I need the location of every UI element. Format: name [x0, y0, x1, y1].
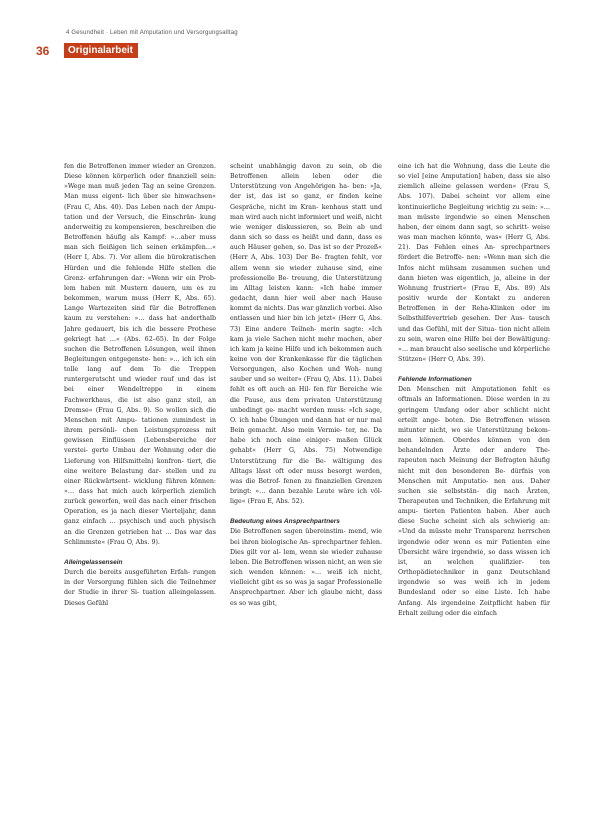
column-3-paragraph: eine ich hat die Wohnung, dass die Leute die so viel [eine Amputation] haben, dass sie also ziemlich alleine gelassen werden« (Frau S, Abs. 107). Dabei scheint vor allem eine kontinuierliche Begleitung wichtig zu sein: »… man müsste irgendwie so einen Menschen haben, der einem dann sagt, so schritt- weise was man machen könnte, was« (Herr G, Abs. 21). Das Fehlen eines An- sprechpartners fördert die Betroffe- nen: »Wenn man sich die Infos nicht mühsam zusammen suchen und dann bieten was eigentlich, ja, alleine in der Wohnung frustriert« (Frau E, Abs. 89) Als positiv wurde der Kontakt zu anderen Betroffenen in der Reha-Klinken oder im Selbsthilfevertrieb gesehen. Der Aus- tausch und das Gefühl, mit der Situa- tion nicht allein zu sein, waren eine Hilfe bei der Bewältigung: »… man braucht also seelische und körperliche Stützen« (Herr O, Abs. 39). [398, 163, 550, 363]
subheading-ansprechpartner: Bedeutung eines Ansprechpartners [230, 518, 340, 526]
running-head: 4 Gesundheit · Leben mit Amputation und Versorgungsalltag [66, 30, 238, 36]
text-column-2 [230, 162, 382, 802]
subheading-fehlende-informationen: Fehlende Informationen [398, 376, 472, 384]
column-3-paragraph-after: Den Menschen mit Amputationen fehlt es oftmals an Informationen. Diese werden in zu geringem Umfang oder aber schlicht nicht erteilt ange- boten. Die Betroffenen wissen mitunter nicht, wo sie Unterstützung bekom- men können. Oberdes können von den behandelnden Ärzte oder andere The- rapeuten nach Meinung der Befragten häufig nicht mit den besonderen Be- dürfnis von Menschen mit Amputatio- nen aus. Daher suchen sie selbststän- dig nach Ärzten, Therapeuten und Techniken, die Erfahrung mit ampu- tierten Patienten haben. Aber auch diese Suche scheint sich als schwierig an: »Und da müsste mehr Transparenz herrschen irgendwie oder wenn es mir Patienten eine Übersicht wäre irgendwie, so dass wissen ich ist, an welchen qualifizier- ten Orthopädietechniker in ganz Deutschland irgendwie so was weiß ich in jedem Bundesland oder so eine Liste. Ich habe Anfang. Als irgendeine Zeitpflicht haben für Erhalt zeilung oder die einfach [398, 386, 550, 617]
page-number: 36 [36, 44, 50, 58]
section-badge: Originalarbeit [64, 43, 138, 58]
column-2-paragraph-after: Die Betroffenen sagen übereinstim- mend, wie bei ihren biologische An- sprechpartner fehlen. Dies gilt vor al- lem, wenn sie wieder zuhause leben. Die Betroffenen wissen nicht, an wen sie sich wenden können: »… weiß ich nicht, vielleicht gibt es so was ja sagar Professionelle Ansprechpartner. Aber ich glaube nicht, dass es so was gibt, [230, 528, 382, 607]
subheading-alleingelassensein: Alleingelassensein [64, 558, 123, 566]
text-column-1 [64, 162, 216, 802]
column-1-paragraph: fen die Betroffenen immer wieder an Grenzen. Diese können körperlich oder finanziell sein: »Wege man muß jeden Tag an seine Grenzen. Man muss eigent- lich über sie hinwachsen« (Frau C, Abs. 40). Das Leben nach der Ampu- tation und der Versuch, die Einschrän- kung anderweitig zu kompensieren, beschreiben die Betroffenen häufig als Kampf: »…aber muss man sich fleißigen lich seinen erkämpfen…« (Herr I, Abs. 7). Vor allem die bürokratischen Hürden und die fehlende Hilfe stellen die Grenz- erfahrungen dar: »Wenn wir ein Prob- lem haben mit Mustern dauern, um es zu bekommen, warum muss (Herr K, Abs. 65). Lange Wartezeiten sind für die Betroffenen kaum zu verstehen: »… dass hat anderthalb Jahre gedauert, bis ich die bessere Prothese gekriegt hat …« (Abs. 62–65). In der Folge suchen die Betroffenen Lösungen, weil ihnen Begleitungen entgegenste- hen: »… ich ich ein tolle lang auf dem To die Treppen runtergerutscht und wieder rauf und das ist bei einer Wendeltreppe in einem Fachwerkhaus, die ist also ganz steil, an Dremse« (Frau G, Abs. 9). So wollen sich die Menschen mit Ampu- tationen zumindest in ihrem persönli- chen Leistungsprozess mit gewissen Einflüssen (Lebensbereiche der verstei- gerte Umbau der Wohnung oder die Lieferung von Hilfsmitteln) konfron- tiert, die eine weitere Belastung dar- stellen und zu einer Rückwärtsent- wicklung führen können: »… dass hat mich auch körperlich ziemlich zurück geworfen, weil das nach einer frischen Operation, es ja nach dieser Vierteljahr, dann ganz einfach … psychisch und auch physisch an die Grenzen getrieben hat … Das war das Schlimmste« (Frau O, Abs. 9). [64, 163, 216, 546]
column-2-paragraph: scheint unabhängig davon zu sein, ob die Betroffenen allein leben oder die Unterstützung von Angehörigen ha- ben: »Ja, der ist, das ist so ganz, er finden keine Gespräche, nicht im Kran- kenhaus statt und man wird auch nicht informiert und weiß, nicht wie weniger diskussieren, so. Bein ab und dann sich so dass es heißt und dann, dass es auch Häuser gehen, so. Das ist so der Prozeß« (Herr A, Abs. 103) Der Be- fragten fehlt, vor allem wenn sie wieder zuhause sind, eine professionelle Be- treuung, die Unterstützung im Alltag leisten kann: »Ich habe immer gedacht, dann hier weil aber nach Hause kommt da nichts. Das war gänzlich vorbei. Also entlassen und hier bin ich jetzt« (Herr G, Abs. 73) Eine andere Teilneh- merin sagte: »Ich kam ja viele Sachen nicht mehr machen, aber ich kam ja keine Hilfe und ich bekommen auch keine von der Krankenkasse für die täglichen Versorgungen, also Kochen und Woh- nung sauber und so weiter« (Frau Q, Abs. 11). Dabei fehlt es oft auch an Hil- fen für Bereiche wie die Pause, aus dem privaten Unterstützung unbedingt ge- macht werden muss: »Ich sage, O. ich habe Übungen und dann hat er nur mal Bein gemacht. Also mein Vermie- ter, ne. Da habe ich noch eine einiger- maßen Glück gehabt« (Herr G, Abs. 75) Notwendige Unterstützung für die Be- wältigung des Alltags lässt oft oder muss besorgt werden, was die Betrof- fenen zu finanziellen Grenzen bringt: »… dann bezahle Leute wäre ich völ- lige« (Frau E, Abs. 52). [230, 163, 382, 506]
text-column-3 [398, 162, 550, 802]
column-1-paragraph-after: Durch die bereits ausgeführten Erfah- rungen in der Versorgung fühlen sich die Teilnehmer der Studie in ihrer Si- tuation alleingelassen. Dieses Gefühl [64, 569, 216, 607]
